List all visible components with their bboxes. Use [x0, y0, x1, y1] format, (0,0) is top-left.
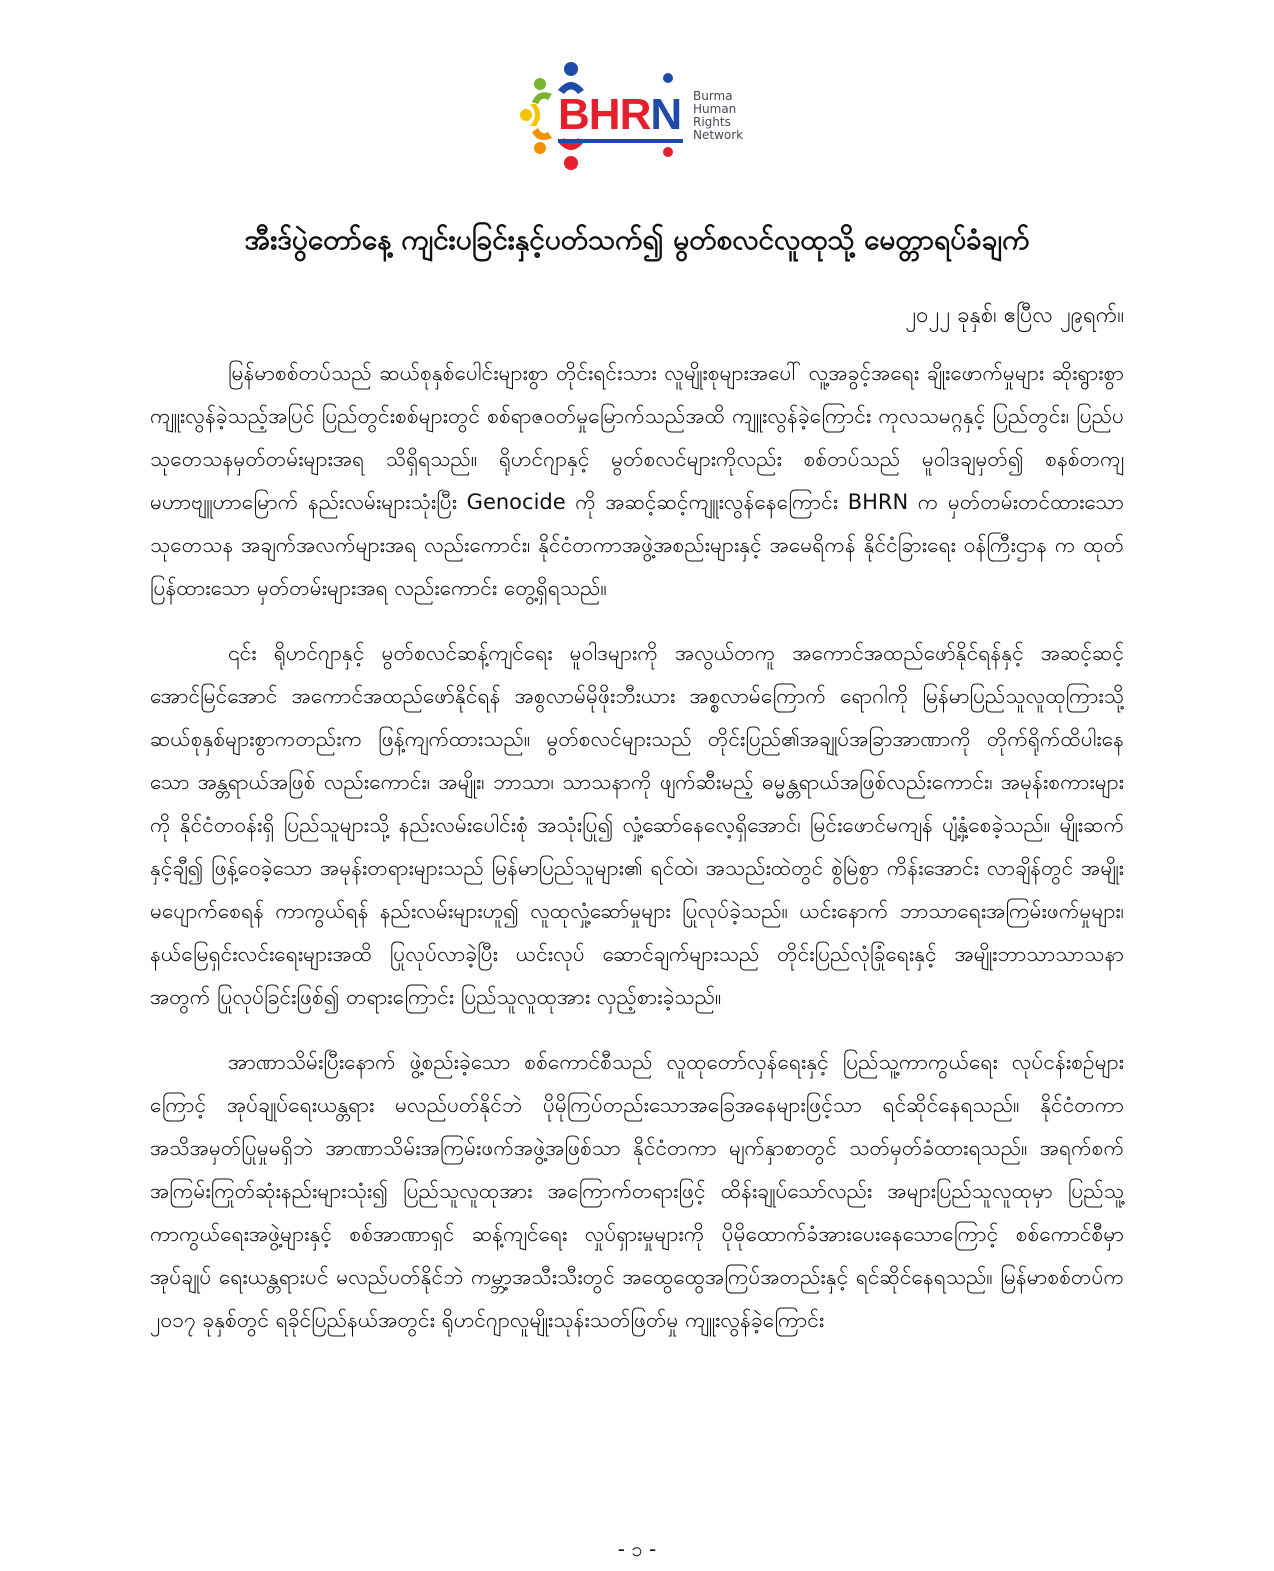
- logo-subtitle: [693, 90, 763, 142]
- logo-letter-n: N: [650, 90, 682, 139]
- document-title: အီးဒ်ပွဲတော်နေ့ ကျင်းပခြင်းနှင့်ပတ်သက်၍ မွတ်စလင်လူထုသို့ မေတ္တာရပ်ခံချက်: [244, 223, 1030, 256]
- logo-letter-h: H: [588, 90, 620, 139]
- logo-subtitle-line: Human: [693, 102, 737, 116]
- bhrn-logo: [518, 60, 758, 172]
- logo-letter-r: R: [619, 90, 651, 139]
- document-body: [150, 352, 1124, 1364]
- logo-letter-b: B: [558, 90, 589, 139]
- logo-subtitle-line: Rights: [693, 115, 731, 129]
- body-paragraph-1: မြန်မာစစ်တပ်သည် ဆယ်စုနှစ်ပေါင်းများစွာ တိုင်းရင်းသား လူမျိုးစုများအပေါ် လူ့အခွင့်အရေး ချိုးဖောက်မှုများ ဆိုးရွားစွာ ကျူးလွန်ခဲ့သည့်အပြင် ပြည်တွင်းစစ်များတွင် စစ်ရာဇဝတ်မှုမြောက်သည်အထိ ကျူးလွန်ခဲ့ကြောင်း ကုလသမဂ္ဂနှင့် ပြည်တွင်း၊ ပြည်ပ သုတေသနမှတ်တမ်းများအရ သိရှိရသည်။ ရိုဟင်ဂျာနှင့် မွတ်စလင်များကိုလည်း စစ်တပ်သည် မူဝါဒချမှတ်၍ စနစ်တကျ မဟာဗျူဟာမြောက် နည်းလမ်းများသုံးပြီး Genocide ကို အဆင့်ဆင့်ကျူးလွန်နေကြောင်း BHRN က မှတ်တမ်းတင်ထားသော သုတေသန အချက်အလက်များအရ လည်းကောင်း၊ နိုင်ငံတကာအဖွဲ့အစည်းများနှင့် အမေရိကန် နိုင်ငံခြားရေး ဝန်ကြီးဌာန က ထုတ်ပြန်ထားသော မှတ်တမ်းများအရ လည်းကောင်း တွေ့ရှိရသည်။: [150, 361, 1124, 600]
- page-number: - ၁ -: [617, 1537, 657, 1561]
- logo-subtitle-line: Burma: [693, 89, 733, 103]
- body-paragraph-3: အာဏာသိမ်းပြီးနောက် ဖွဲ့စည်းခဲ့သော စစ်ကောင်စီသည် လူထုတော်လှန်ရေးနှင့် ပြည်သူ့ကာကွယ်ရေး လုပ်ငန်းစဉ်များကြောင့် အုပ်ချုပ်ရေးယန္တရား မလည်ပတ်နိုင်ဘဲ ပိုမိုကြပ်တည်းသောအခြေအနေများဖြင့်သာ ရင်ဆိုင်နေရသည်။ နိုင်ငံတကာ အသိအမှတ်ပြုမှုမရှိဘဲ အာဏာသိမ်းအကြမ်းဖက်အဖွဲ့အဖြစ်သာ နိုင်ငံတကာ မျက်နှာစာတွင် သတ်မှတ်ခံထားရသည်။ အရက်စက်အကြမ်းကြုတ်ဆုံးနည်းများသုံး၍ ပြည်သူလူထုအား အကြောက်တရားဖြင့် ထိန်းချုပ်သော်လည်း အများပြည်သူလူထုမှာ ပြည်သူ့ကာကွယ်ရေးအဖွဲ့များနှင့် စစ်အာဏာရှင် ဆန့်ကျင်ရေး လှုပ်ရှားမှုများကို ပိုမိုထောက်ခံအားပေးနေသောကြောင့် စစ်ကောင်စီမှာ အုပ်ချုပ် ရေးယန္တရားပင် မလည်ပတ်နိုင်ဘဲ ကမ္ဘာ့အသီးသီးတွင် အထွေထွေအကြပ်အတည်းနှင့် ရင်ဆိုင်နေရသည်။ မြန်မာစစ်တပ်က ၂၀၁၇ ခုနှစ်တွင် ရခိုင်ပြည်နယ်အတွင်း ရိုဟင်ဂျာလူမျိုးသုန်းသတ်ဖြတ်မှု ကျူးလွန်ခဲ့ကြောင်း: [150, 1050, 1124, 1332]
- body-paragraph-2: ၎င်း ရိုဟင်ဂျာနှင့် မွတ်စလင်ဆန့်ကျင်ရေး မူဝါဒများကို အလွယ်တကူ အကောင်အထည်ဖော်နိုင်ရန်နှင့် အဆင့်ဆင့် အောင်မြင်အောင် အကောင်အထည်ဖော်နိုင်ရန် အစွလာမ်မိုဖိုးဘီးယား အစ္စလာမ်ကြောက် ရောဂါကို မြန်မာပြည်သူလူထုကြားသို့ ဆယ်စုနှစ်များစွာကတည်းက ဖြန့်ကျက်ထားသည်။ မွတ်စလင်များသည် တိုင်းပြည်၏အချုပ်အခြာအာဏာကို တိုက်ရိုက်ထိပါးနေသော အန္တရာယ်အဖြစ် လည်းကောင်း၊ အမျိုး၊ ဘာသာ၊ သာသနာကို ဖျက်ဆီးမည့် ဓမ္မန္တရာယ်အဖြစ်လည်းကောင်း၊ အမုန်းစကားများကို နိုင်ငံတဝန်းရှိ ပြည်သူများသို့ နည်းလမ်းပေါင်းစုံ အသုံးပြု၍ လှုံ့ဆော်နေလေ့ရှိအောင်၊ မြင်းဖောင်မကျန် ပျံ့နှံ့စေခဲ့သည်။ မျိုးဆက်နှင့်ချီ၍ ဖြန့်ဝေခဲ့သော အမုန်းတရားများသည် မြန်မာပြည်သူများ၏ ရင်ထဲ၊ အသည်းထဲတွင် စွဲမြဲစွာ ကိန်းအောင်း လာချိန်တွင် အမျိုးမပျောက်စေရန် ကာကွယ်ရန် နည်းလမ်းများဟူ၍ လူထုလှုံ့ဆော်မှုများ ပြုလုပ်ခဲ့သည်။ ယင်းနောက် ဘာသာရေးအကြမ်းဖက်မှုများ၊ နယ်မြေရှင်းလင်းရေးများအထိ ပြုလုပ်လာခဲ့ပြီး ယင်းလုပ် ဆောင်ချက်များသည် တိုင်းပြည်လုံခြုံရေးနှင့် အမျိုးဘာသာသာသနာအတွက် ပြုလုပ်ခြင်းဖြစ်၍ တရားကြောင်း ပြည်သူလူထုအား လှည့်စားခဲ့သည်။: [150, 641, 1124, 1009]
- document-date: ၂၀၂၂ ခုနှစ်၊ ဧပြီလ ၂၉ရက်။: [905, 303, 1124, 328]
- logo-acronym: [558, 90, 682, 139]
- logo-subtitle-line: Network: [693, 128, 744, 142]
